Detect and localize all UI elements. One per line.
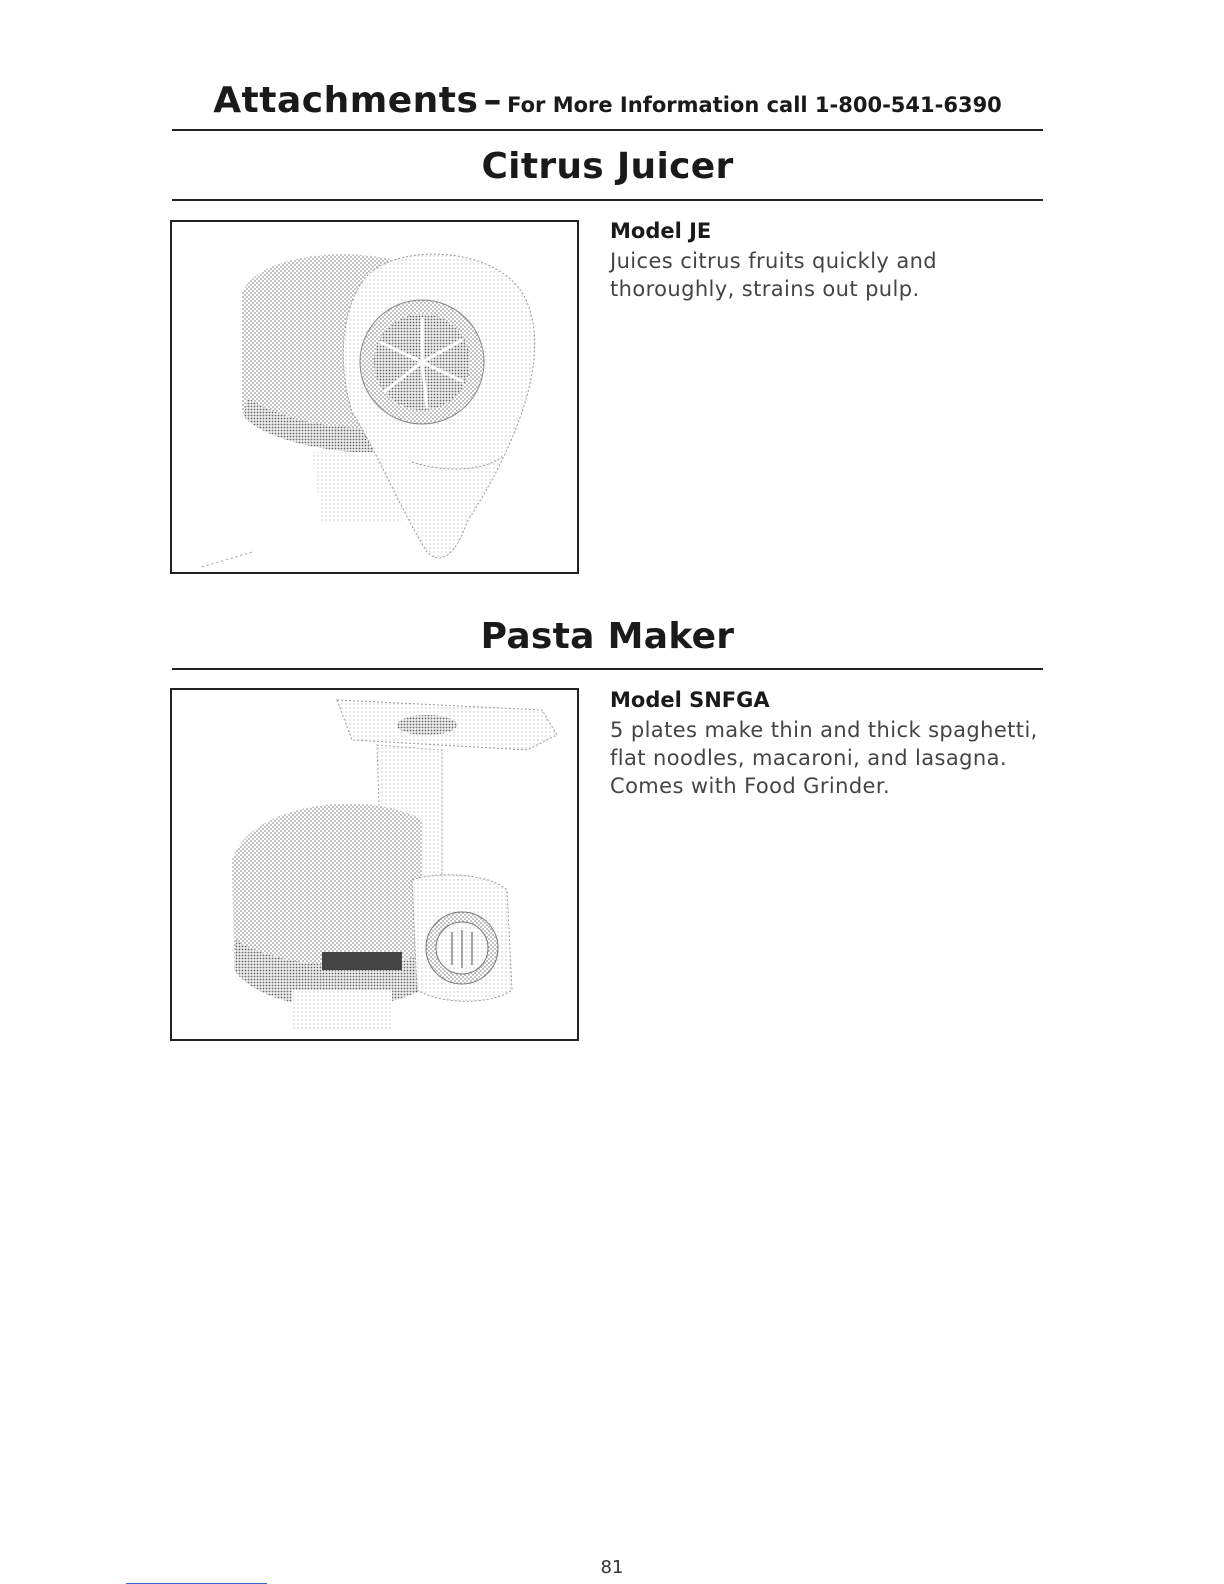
pasta-maker-title: Pasta Maker: [480, 616, 735, 657]
citrus-juicer-description: [610, 219, 1050, 303]
header-divider: [172, 129, 1043, 131]
header-subtitle: For More Information call 1-800-541-6390: [507, 93, 1002, 117]
pasta-maker-text: 5 plates make thin and thick spaghetti, flat noodles, macaroni, and lasagna. Comes with Food Grinder.: [610, 718, 1038, 798]
pasta-maker-description: [610, 688, 1050, 800]
citrus-juicer-model: Model JE: [610, 219, 712, 243]
pasta-maker-image: [170, 688, 579, 1041]
citrus-juicer-divider: [172, 199, 1043, 201]
citrus-juicer-text: Juices citrus fruits quickly and thoroughly, strains out pulp.: [610, 249, 938, 301]
citrus-juicer-illustration-icon: [172, 222, 577, 572]
citrus-juicer-image: [170, 220, 579, 574]
citrus-juicer-title: Citrus Juicer: [481, 146, 734, 187]
page-header: [172, 80, 1043, 121]
header-title: Attachments: [213, 80, 479, 121]
header-dash: –: [483, 80, 503, 121]
pasta-maker-divider: [172, 668, 1043, 670]
pasta-maker-illustration-icon: [172, 690, 577, 1039]
page-number: 81: [600, 1557, 624, 1578]
pasta-maker-model: Model SNFGA: [610, 688, 770, 712]
